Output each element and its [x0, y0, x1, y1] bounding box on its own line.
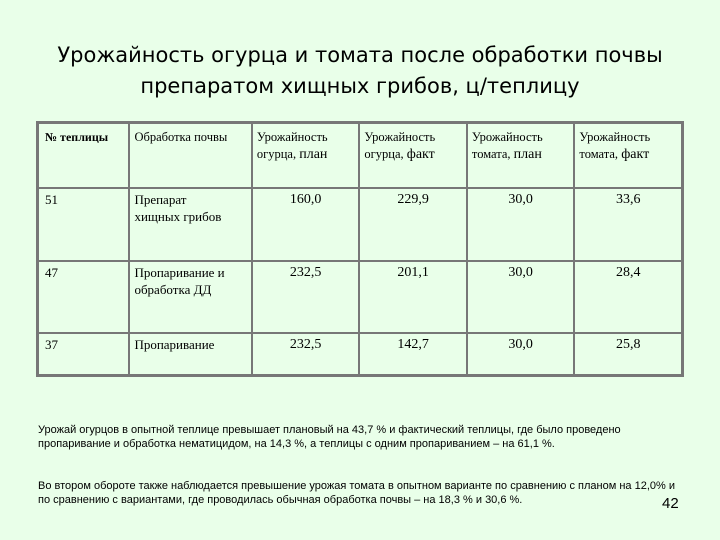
tomato-fact-cell: 33,6 — [574, 188, 682, 261]
header-text: факт — [621, 147, 650, 162]
cucumber-fact-cell: 142,7 — [359, 333, 467, 375]
note-paragraph-cucumber: Урожай огурцов в опытной теплице превышает плановый на 43,7 % и фактический теплицы, где было проведено пропаривание и обработка нематицидом, на 14,3 %, а теплицы с одним пропариванием – на 61,1 %. — [38, 424, 621, 450]
header-soil-treatment — [129, 123, 251, 188]
header-text: план — [513, 147, 542, 162]
treatment-cell — [129, 333, 251, 375]
table-row — [38, 188, 682, 261]
greenhouse-number-cell: 37 — [38, 333, 129, 375]
header-tomato-fact — [574, 123, 682, 188]
treatment-text: Пропаривание и — [134, 264, 225, 280]
greenhouse-number-cell: 51 — [38, 188, 129, 261]
treatment-text: Пропаривание — [134, 337, 215, 353]
cucumber-plan-cell: 232,5 — [252, 261, 360, 334]
header-text: томата, — [579, 147, 622, 161]
cucumber-fact-cell: 201,1 — [359, 261, 467, 334]
treatment-cell — [129, 188, 251, 261]
slide-title — [0, 40, 720, 102]
header-text: факт — [406, 147, 435, 162]
table-row — [38, 261, 682, 334]
header-text: Урожайность — [579, 130, 651, 144]
greenhouse-number-cell: 47 — [38, 261, 129, 334]
header-text: Обработка почвы — [134, 130, 228, 144]
table-row — [38, 333, 682, 375]
tomato-plan-cell: 30,0 — [467, 261, 575, 334]
tomato-fact-cell: 25,8 — [574, 333, 682, 375]
treatment-cell — [129, 261, 251, 334]
header-text: томата, — [471, 147, 514, 161]
slide-title-line-2: препаратом хищных грибов, ц/теплицу — [140, 74, 580, 98]
treatment-text: хищных грибов — [134, 209, 222, 224]
treatment-text: обработка ДД — [134, 281, 212, 297]
header-text: Урожайность — [364, 130, 436, 144]
tomato-plan-cell: 30,0 — [467, 188, 575, 261]
header-tomato-plan — [467, 123, 575, 188]
header-text: № теплицы — [45, 130, 109, 144]
tomato-fact-cell: 28,4 — [574, 261, 682, 334]
header-text: план — [299, 147, 328, 162]
cucumber-plan-cell: 232,5 — [252, 333, 360, 375]
header-text: Урожайность — [471, 130, 543, 144]
cucumber-fact-cell: 229,9 — [359, 188, 467, 261]
header-greenhouse-number — [38, 123, 129, 188]
table-header-row — [38, 123, 682, 188]
header-cucumber-plan — [252, 123, 360, 188]
page-number: 42 — [662, 495, 679, 512]
slide-title-line-1: Урожайность огурца и томата после обработки почвы — [57, 43, 663, 67]
treatment-text: Препарат — [134, 192, 187, 207]
cucumber-plan-cell: 160,0 — [252, 188, 360, 261]
header-text: огурца, — [256, 147, 300, 161]
tomato-plan-cell: 30,0 — [467, 333, 575, 375]
yield-table — [36, 121, 684, 377]
header-text: огурца, — [364, 147, 407, 161]
note-paragraph-tomato: Во втором обороте также наблюдается превышение урожая томата в опытном варианте по сравнению с планом на 12,0% и по сравнению с вариантами, где проводилась обычная обработка почвы – на 18,3 % и 30,6 %. — [38, 480, 675, 506]
header-text: Урожайность — [256, 130, 328, 144]
header-cucumber-fact — [359, 123, 467, 188]
